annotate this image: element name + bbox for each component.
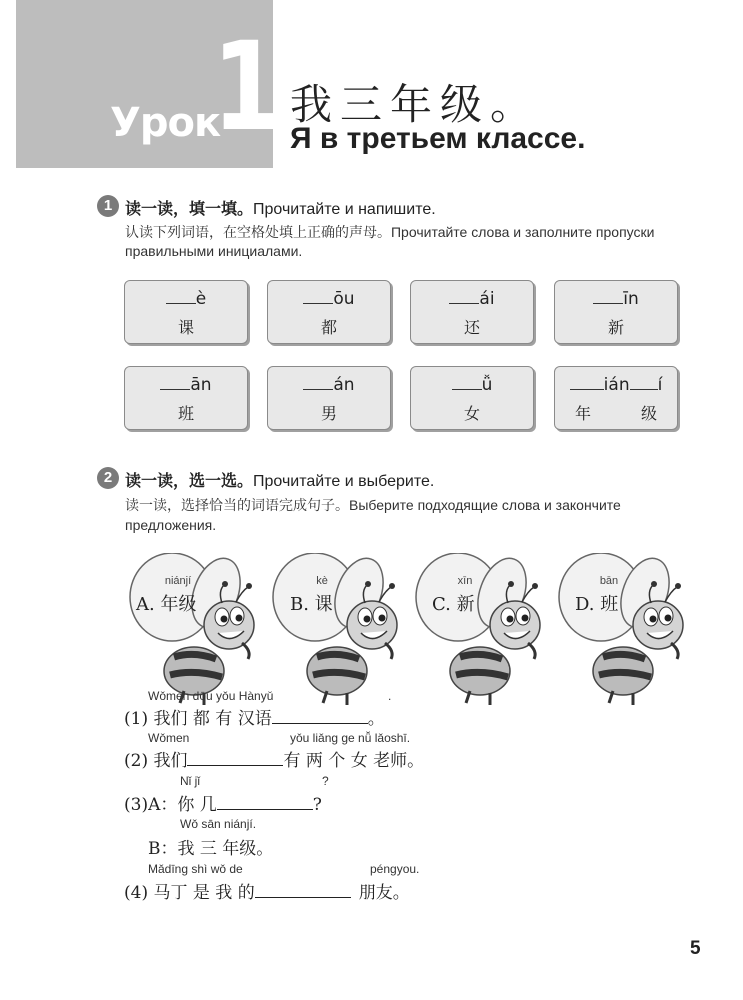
answer-blank[interactable] [272, 707, 368, 724]
sentence-2-text: (2) 我们 [124, 751, 188, 771]
option-d-pinyin: bān [599, 575, 619, 587]
answer-blank[interactable] [255, 881, 351, 898]
sentence-4-end: 朋友。 [358, 883, 410, 903]
sentence-3a [124, 790, 322, 815]
initial-card [267, 280, 391, 344]
option-d-label: D. 班 [575, 594, 619, 615]
section-1-heading [125, 196, 436, 219]
answer-blank[interactable] [217, 793, 313, 810]
initial-blank[interactable] [593, 289, 623, 304]
section-1-number: 1 [97, 195, 119, 217]
section-2-number: 2 [97, 467, 119, 489]
sentence-3b-pinyin: Wǒ sān niánjí. [180, 817, 257, 831]
initial-card [124, 366, 248, 430]
initial-card [410, 280, 534, 344]
card-final: ōu [333, 289, 355, 309]
initial-blank[interactable] [570, 375, 604, 390]
initial-card-double [554, 366, 678, 430]
sentence-2-end: 有 两 个 女 老师。 [283, 751, 425, 771]
initial-blank[interactable] [166, 289, 196, 304]
initial-blank[interactable] [452, 375, 482, 390]
card-hanzi: 年 [575, 404, 592, 423]
initial-card [267, 366, 391, 430]
section-2-title-cn: 读一读，选一选。 [125, 473, 254, 490]
lesson-title-chinese: 我三年级。 [290, 80, 541, 129]
initial-blank[interactable] [449, 289, 479, 304]
lesson-number: 1 [212, 16, 282, 158]
sentence-4-pinyin: Mǎdīng shì wǒ de [148, 862, 243, 876]
section-1-title-cn: 读一读，填一填。 [125, 201, 254, 218]
card-final: ǚ [481, 375, 493, 395]
initial-blank[interactable] [160, 375, 190, 390]
option-c-label: C. 新 [432, 594, 475, 615]
sentence-1 [124, 704, 385, 729]
card-final: ái [479, 289, 495, 309]
section-2-title-ru: Прочитайте и выберите. [253, 473, 435, 490]
initial-blank[interactable] [630, 375, 658, 390]
card-hanzi: 新 [607, 318, 624, 337]
sentence-3b: B：我 三 年级。 [148, 839, 274, 859]
card-hanzi: 女 [463, 404, 480, 423]
card-hanzi: 男 [320, 404, 337, 423]
section-2-instruction-2: предложения. [125, 517, 217, 533]
option-b-label: B. 课 [290, 594, 333, 615]
card-hanzi: 都 [320, 318, 337, 337]
card-hanzi: 还 [463, 318, 480, 337]
sentence-2-pinyin: Wǒmen [148, 731, 190, 745]
section-2-instruction-1: 读一读，选择恰当的词语完成句子。Выберите подходящие слова и закончите [125, 497, 621, 513]
section-1-title-ru: Прочитайте и напишите. [253, 201, 436, 218]
initial-card [410, 366, 534, 430]
lesson-title-russian: Я в третьем классе. [290, 122, 586, 155]
sentence-3a-text: (3)A：你 几 [124, 795, 217, 815]
section-1-instruction-1: 认读下列词语，在空格处填上正确的声母。Прочитайте слова и заполните пропуски [125, 224, 655, 240]
sentence-3a-end: ? [312, 795, 322, 815]
sentence-4-text: (4) 马丁 是 我 的 [124, 883, 255, 903]
card-final: īn [623, 289, 639, 309]
card-final: ián [603, 375, 630, 395]
sentence-3-pinyin-end: ? [322, 774, 329, 788]
card-final: è [195, 289, 207, 309]
sentence-3-pinyin: Nǐ jǐ [180, 774, 200, 788]
card-hanzi: 班 [177, 404, 194, 423]
card-final: án [333, 375, 355, 395]
sentence-1-pinyin: Wǒmen dōu yǒu Hànyǔ [148, 689, 274, 703]
sentence-2-pinyin-mid: yǒu liǎng ge nǚ lǎoshī. [290, 731, 411, 745]
sentence-4-pinyin-mid: péngyou. [370, 862, 420, 876]
option-b-pinyin: kè [316, 575, 328, 587]
sentence-2 [124, 746, 424, 771]
card-final: í [657, 375, 663, 395]
option-a-label: A. 年级 [136, 594, 197, 615]
card-hanzi: 级 [641, 404, 658, 423]
sentence-1-pinyin-end: . [388, 689, 392, 703]
section-1-instruction-2: правильными инициалами. [125, 243, 303, 259]
card-hanzi: 课 [177, 318, 194, 337]
sentence-4 [124, 878, 410, 903]
card-final: ān [190, 375, 212, 395]
initial-blank[interactable] [303, 289, 333, 304]
page-number: 5 [690, 938, 701, 959]
option-a-pinyin: niánjí [164, 575, 192, 587]
lesson-word: Урок [110, 100, 221, 146]
initial-card [554, 280, 678, 344]
initial-card [124, 280, 248, 344]
initial-blank[interactable] [303, 375, 333, 390]
option-c-pinyin: xīn [457, 575, 473, 587]
section-2-heading [125, 468, 434, 491]
answer-blank[interactable] [187, 749, 283, 766]
sentence-1-end: 。 [367, 709, 385, 729]
sentence-1-text: (1) 我们 都 有 汉语 [124, 709, 272, 729]
